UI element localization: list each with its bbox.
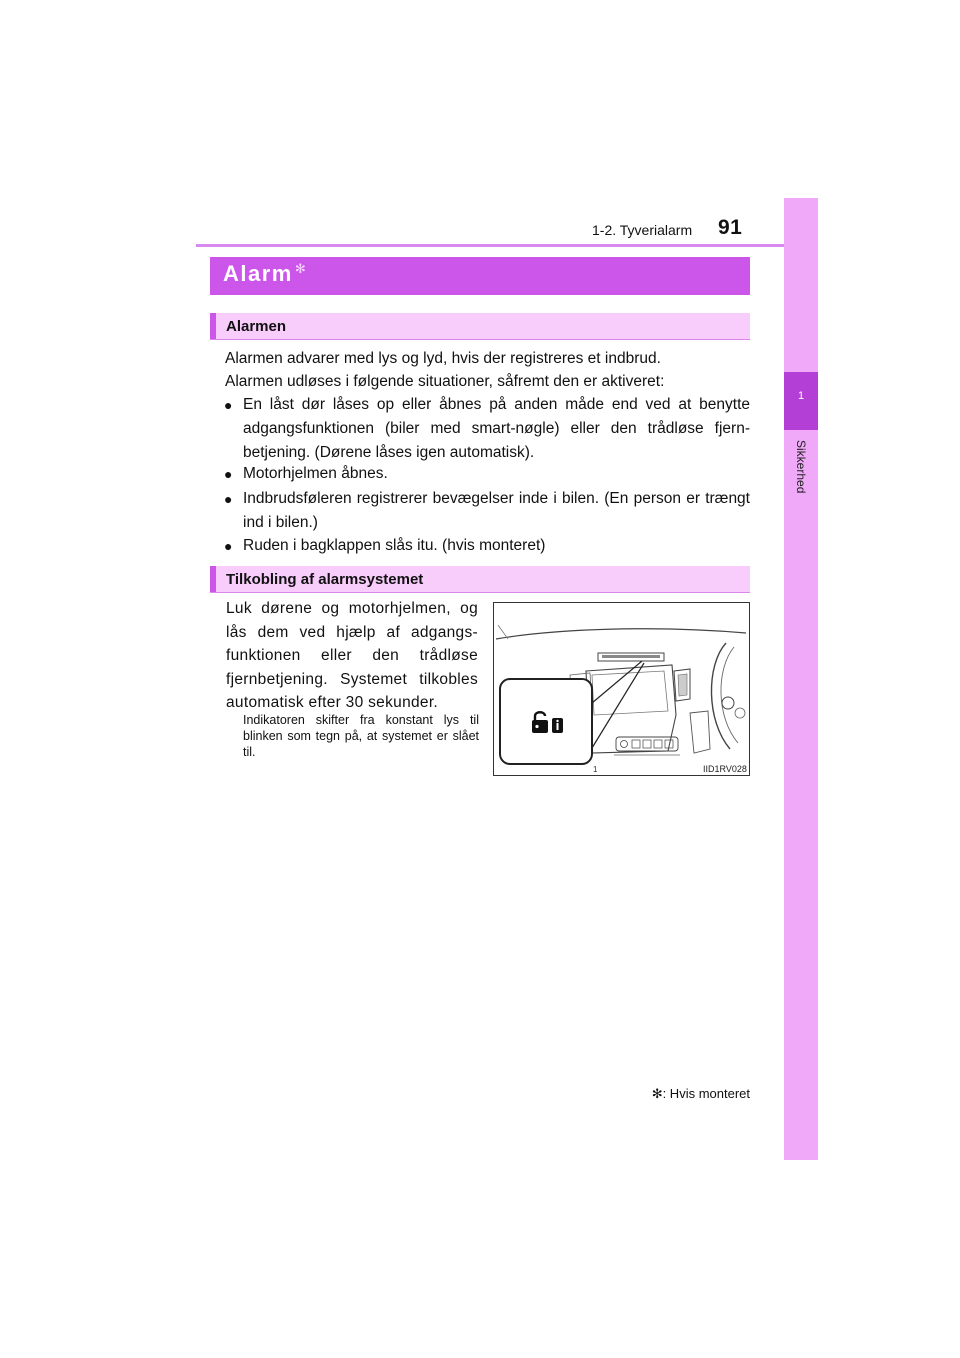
page-title bbox=[223, 261, 307, 287]
list-item-text: Motorhjelmen åbnes. bbox=[243, 465, 388, 482]
bullet-icon: ● bbox=[224, 466, 233, 482]
list-item-text: Ruden i bagklappen slås itu. (hvis monteret) bbox=[243, 537, 546, 554]
list-item-text: Indbrudsføleren registrerer bevægelser inde i bilen. (En person er trængt ind i bilen.) bbox=[243, 490, 750, 531]
alarm-paragraph-2: Alarmen udløses i følgende situationer, såfremt den er aktiveret: bbox=[225, 373, 665, 390]
dashboard-illustration bbox=[494, 603, 749, 775]
page-title-text: Alarm bbox=[223, 261, 293, 286]
section-heading-bar-alarm bbox=[210, 313, 750, 340]
asterisk-icon: ✻ bbox=[294, 261, 308, 276]
alarm-paragraph-1: Alarmen advarer med lys og lyd, hvis der registreres et indbrud. bbox=[225, 350, 661, 367]
arming-note: Indikatoren skifter fra konstant lys til blinken som tegn på, at systemet er slået til. bbox=[243, 713, 479, 759]
bullet-icon: ● bbox=[224, 491, 233, 507]
bullet-icon: ● bbox=[224, 538, 233, 554]
list-item bbox=[224, 487, 750, 535]
list-item-text: En låst dør låses op eller åbnes på anden måde end ved at benytte adgangsfunktionen (biler med smart-nøgle) eller den trådløse fjern-betjening. (Dørene låses igen automatisk). bbox=[243, 396, 750, 461]
footnote: ✻: Hvis monteret bbox=[651, 1086, 750, 1101]
figure-callout-number: 1 bbox=[593, 765, 598, 774]
page-number: 91 bbox=[718, 216, 743, 239]
section-label: 1-2. Tyverialarm bbox=[592, 222, 693, 238]
chapter-title: Sikkerhed bbox=[794, 440, 808, 494]
section-heading-alarm: Alarmen bbox=[226, 318, 287, 335]
section-heading-arming: Tilkobling af alarmsystemet bbox=[226, 571, 424, 588]
chapter-side-tab bbox=[784, 198, 818, 1160]
dashboard-figure bbox=[493, 602, 750, 776]
list-item bbox=[224, 462, 750, 486]
bullet-icon: ● bbox=[224, 397, 233, 413]
header-rule bbox=[196, 244, 818, 247]
figure-label: IID1RV028 bbox=[703, 764, 747, 774]
chapter-number: 1 bbox=[797, 390, 805, 402]
list-item bbox=[224, 534, 750, 558]
arming-instructions: Luk dørene og motorhjelmen, og lås dem ved hjælp af adgangs-funktionen eller den trådløse fjernbetjening. Systemet tilkobles automatisk efter 30 sekunder. bbox=[226, 600, 478, 711]
list-item bbox=[224, 393, 750, 465]
